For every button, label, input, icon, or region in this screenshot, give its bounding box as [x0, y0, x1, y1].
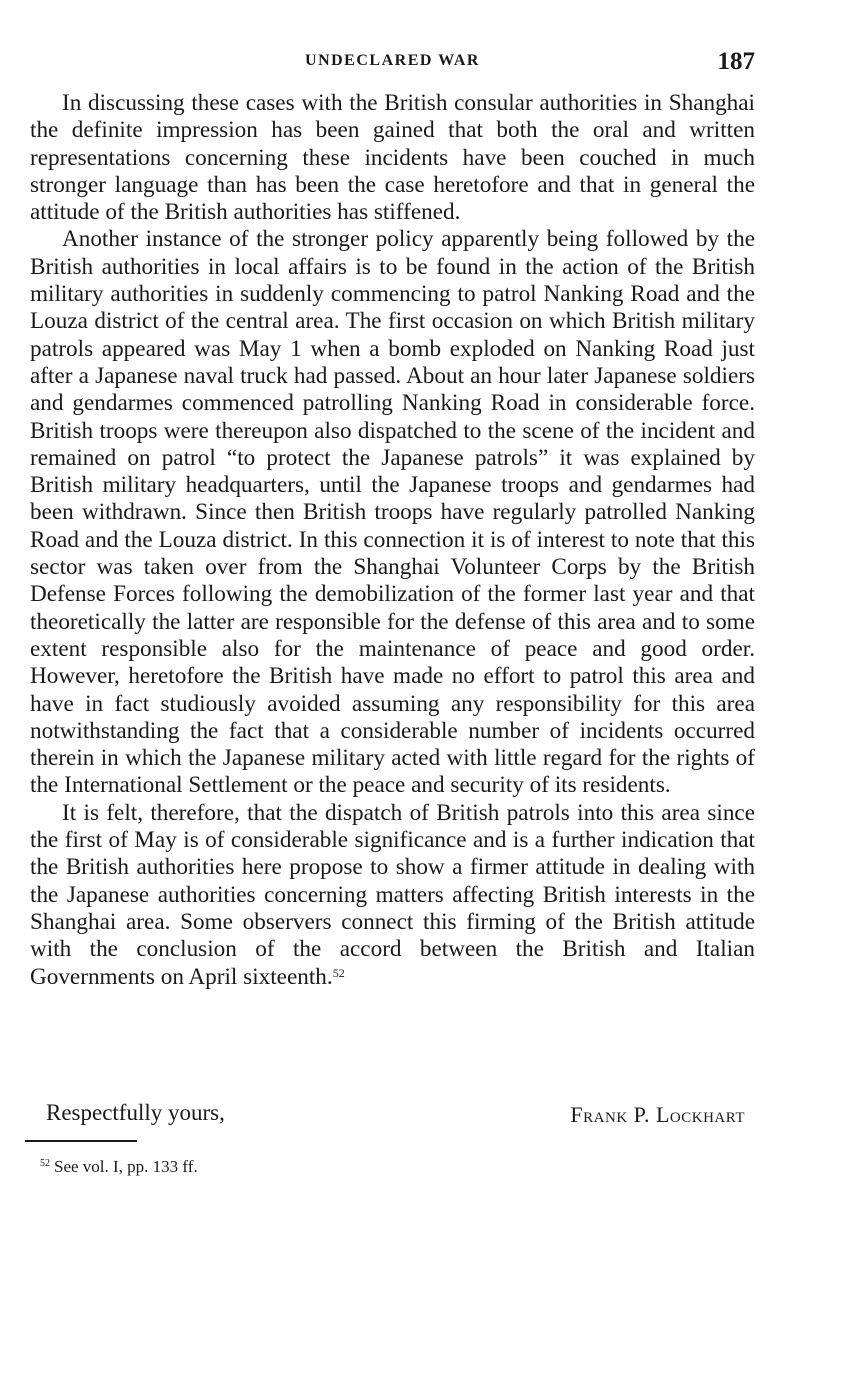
salutation: Respectfully yours, — [46, 1100, 225, 1125]
body-text — [30, 90, 755, 991]
footnote-marker: 52 — [40, 1158, 50, 1169]
paragraph-1: In discussing these cases with the British consular authorities in Shanghai the definite impression has been gained that both the oral and written representations concerning these incidents have been couched in much stronger language than has been the case heretofore and that in general the attitude of the British authorities has stiffened. — [30, 90, 755, 226]
footnote-reference: 52 — [332, 965, 345, 980]
paragraph-3-text: It is felt, therefore, that the dispatch of British patrols into this area since the first of May is of considerable significance and is a further indication that the British authorities here propose to show a firmer attitude in dealing with the Japanese authorities concerning matters affecting British interests in the Shanghai area. Some observers connect this firming of the British attitude with the conclusion of the accord between the British and Italian Governments on April sixteenth. — [30, 799, 755, 990]
paragraph-2: Another instance of the stronger policy apparently being followed by the British authorities in local affairs is to be found in the action of the British military authorities in suddenly commencing to patrol Nanking Road and the Louza district of the central area. The first occasion on which British military patrols appeared was May 1 when a bomb exploded on Nanking Road just after a Japanese naval truck had passed. About an hour later Japanese soldiers and gendarmes commenced patrolling Nanking Road in considerable force. British troops were thereupon also dispatched to the scene of the incident and remained on patrol “to protect the Japanese patrols” it was explained by British military headquarters, until the Japanese troops and gendarmes had been withdrawn. Since then British troops have regularly patrolled Nanking Road and the Louza district. In this connection it is of interest to note that this sector was taken over from the Shanghai Volunteer Corps by the British Defense Forces following the demobilization of the former last year and that theoretically the latter are responsible for the defense of this area and to some extent responsible also for the maintenance of peace and good order. However, heretofore the British have made no effort to patrol this area and have in fact studiously avoided assuming any responsibility for this area notwithstanding the fact that a considerable number of incidents occurred therein in which the Japanese military acted with little regard for the rights of the International Settlement or the peace and security of its residents. — [30, 226, 755, 799]
signature: Frank P. Lockhart — [570, 1102, 745, 1127]
footnote-divider — [25, 1140, 137, 1142]
closing-block — [30, 1100, 745, 1130]
page-number: 187 — [717, 48, 755, 75]
footnote-text: See vol. I, pp. 133 ff. — [54, 1157, 198, 1176]
paragraph-3 — [30, 800, 755, 991]
running-head — [30, 48, 755, 80]
running-title: UNDECLARED WAR — [305, 52, 480, 69]
footnote — [40, 1157, 198, 1177]
